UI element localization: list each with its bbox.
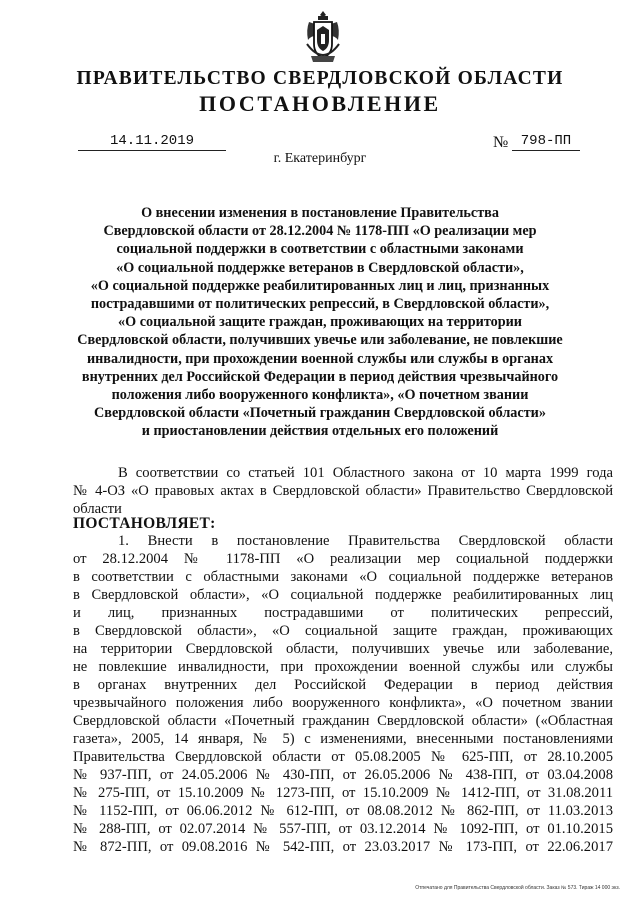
print-footer: Отпечатано для Правительства Свердловской области. Заказ № 573. Тираж 14 000 экз. — [415, 885, 620, 891]
number-sign: № — [493, 134, 509, 151]
text-line: № 288-ПП, от 02.07.2014 № 557-ПП, от 03.12.2014 № 1092-ПП, от 01.10.2015 — [73, 821, 613, 837]
title-line: и приостановлении действия отдельных его положений — [141, 423, 499, 440]
title-line: Свердловской области, получивших увечье или заболевание, не повлекшие — [77, 332, 563, 349]
title-line: Свердловской области «Почетный гражданин Свердловской области» — [94, 405, 546, 422]
text-line: 1. Внести в постановление Правительства Свердловской области — [118, 533, 613, 549]
text-line: № 275-ПП, от 15.10.2009 № 1273-ПП, от 15.10.2009 № 1412-ПП, от 31.08.2011 — [73, 785, 613, 801]
document-date: 14.11.2019 — [78, 133, 226, 151]
text-line: не повлекшие инвалидности, при прохождении военной службы или службы — [73, 659, 613, 675]
text-line: Правительства Свердловской области от 05.08.2005 № 625-ПП, от 28.10.2005 — [73, 749, 613, 765]
coat-of-arms-icon — [303, 10, 343, 64]
text-line: Свердловской области «Почетный гражданин Свердловской области» («Областная — [73, 713, 613, 729]
text-line: на территории Свердловской области, получивших увечье или заболевание, — [73, 641, 613, 657]
text-line: № 937-ПП, от 24.05.2006 № 430-ПП, от 26.05.2006 № 438-ПП, от 03.04.2008 — [73, 767, 613, 783]
text-line: в Свердловской области», «О социальной поддержке реабилитированных лиц — [73, 587, 613, 603]
text-line: № 4-ОЗ «О правовых актах в Свердловской области» Правительство Свердловской — [73, 483, 613, 499]
title-line: пострадавшими от политических репрессий, в Свердловской области», — [90, 296, 550, 313]
item-1-paragraph — [73, 532, 613, 856]
text-line: чрезвычайного положения либо вооруженного конфликта», «О почетном звании — [73, 695, 613, 711]
intro-paragraph — [73, 464, 613, 518]
title-line: «О социальной поддержке ветеранов в Свердловской области», — [116, 259, 524, 276]
text-line: в органах внутренних дел Российской Федерации в период действия — [73, 677, 613, 693]
text-line: и лиц, признанных пострадавшими от политических репрессий, — [73, 605, 613, 621]
title-line: инвалидности, при прохождении военной службы или службы в органах — [86, 350, 554, 367]
title-line: Свердловской области от 28.12.2004 № 1178-ПП «О реализации мер — [103, 223, 537, 240]
text-line: в соответствии с областными законами «О социальной поддержке ветеранов — [73, 569, 613, 585]
government-name: ПРАВИТЕЛЬСТВО СВЕРДЛОВСКОЙ ОБЛАСТИ — [76, 68, 564, 89]
title-line: внутренних дел Российской Федерации в период действия чрезвычайного — [81, 368, 559, 385]
resolves-heading: ПОСТАНОВЛЯЕТ: — [73, 515, 216, 532]
document-title — [70, 204, 570, 441]
text-line: газета», 2005, 14 января, № 5) с изменениями, внесенными постановлениями — [73, 731, 613, 747]
text-line: № 1152-ПП, от 06.06.2012 № 612-ПП, от 08.08.2012 № 862-ПП, от 11.03.2013 — [73, 803, 613, 819]
text-line: от 28.12.2004 № 1178-ПП «О реализации мер социальной поддержки — [73, 551, 613, 567]
document-type: ПОСТАНОВЛЕНИЕ — [199, 91, 441, 116]
title-line: положения либо вооруженного конфликта», «О почетном звании — [111, 387, 529, 404]
title-line: социальной поддержки в соответствии с областными законами — [116, 241, 524, 258]
text-line: В соответствии со статьей 101 Областного закона от 10 марта 1999 года — [118, 465, 613, 481]
text-line: № 872-ПП, от 09.08.2016 № 542-ПП, от 23.03.2017 № 173-ПП, от 22.06.2017 — [73, 839, 613, 855]
city: г. Екатеринбург — [273, 151, 367, 166]
text-line: области — [73, 501, 122, 517]
text-line: в Свердловской области», «О социальной защите граждан, проживающих — [73, 623, 613, 639]
title-line: О внесении изменения в постановление Правительства — [141, 205, 499, 221]
title-line: «О социальной поддержке реабилитированных лиц и лиц, признанных — [90, 277, 550, 294]
title-line: «О социальной защите граждан, проживающих на территории — [118, 314, 522, 331]
document-number: 798-ПП — [512, 133, 580, 151]
